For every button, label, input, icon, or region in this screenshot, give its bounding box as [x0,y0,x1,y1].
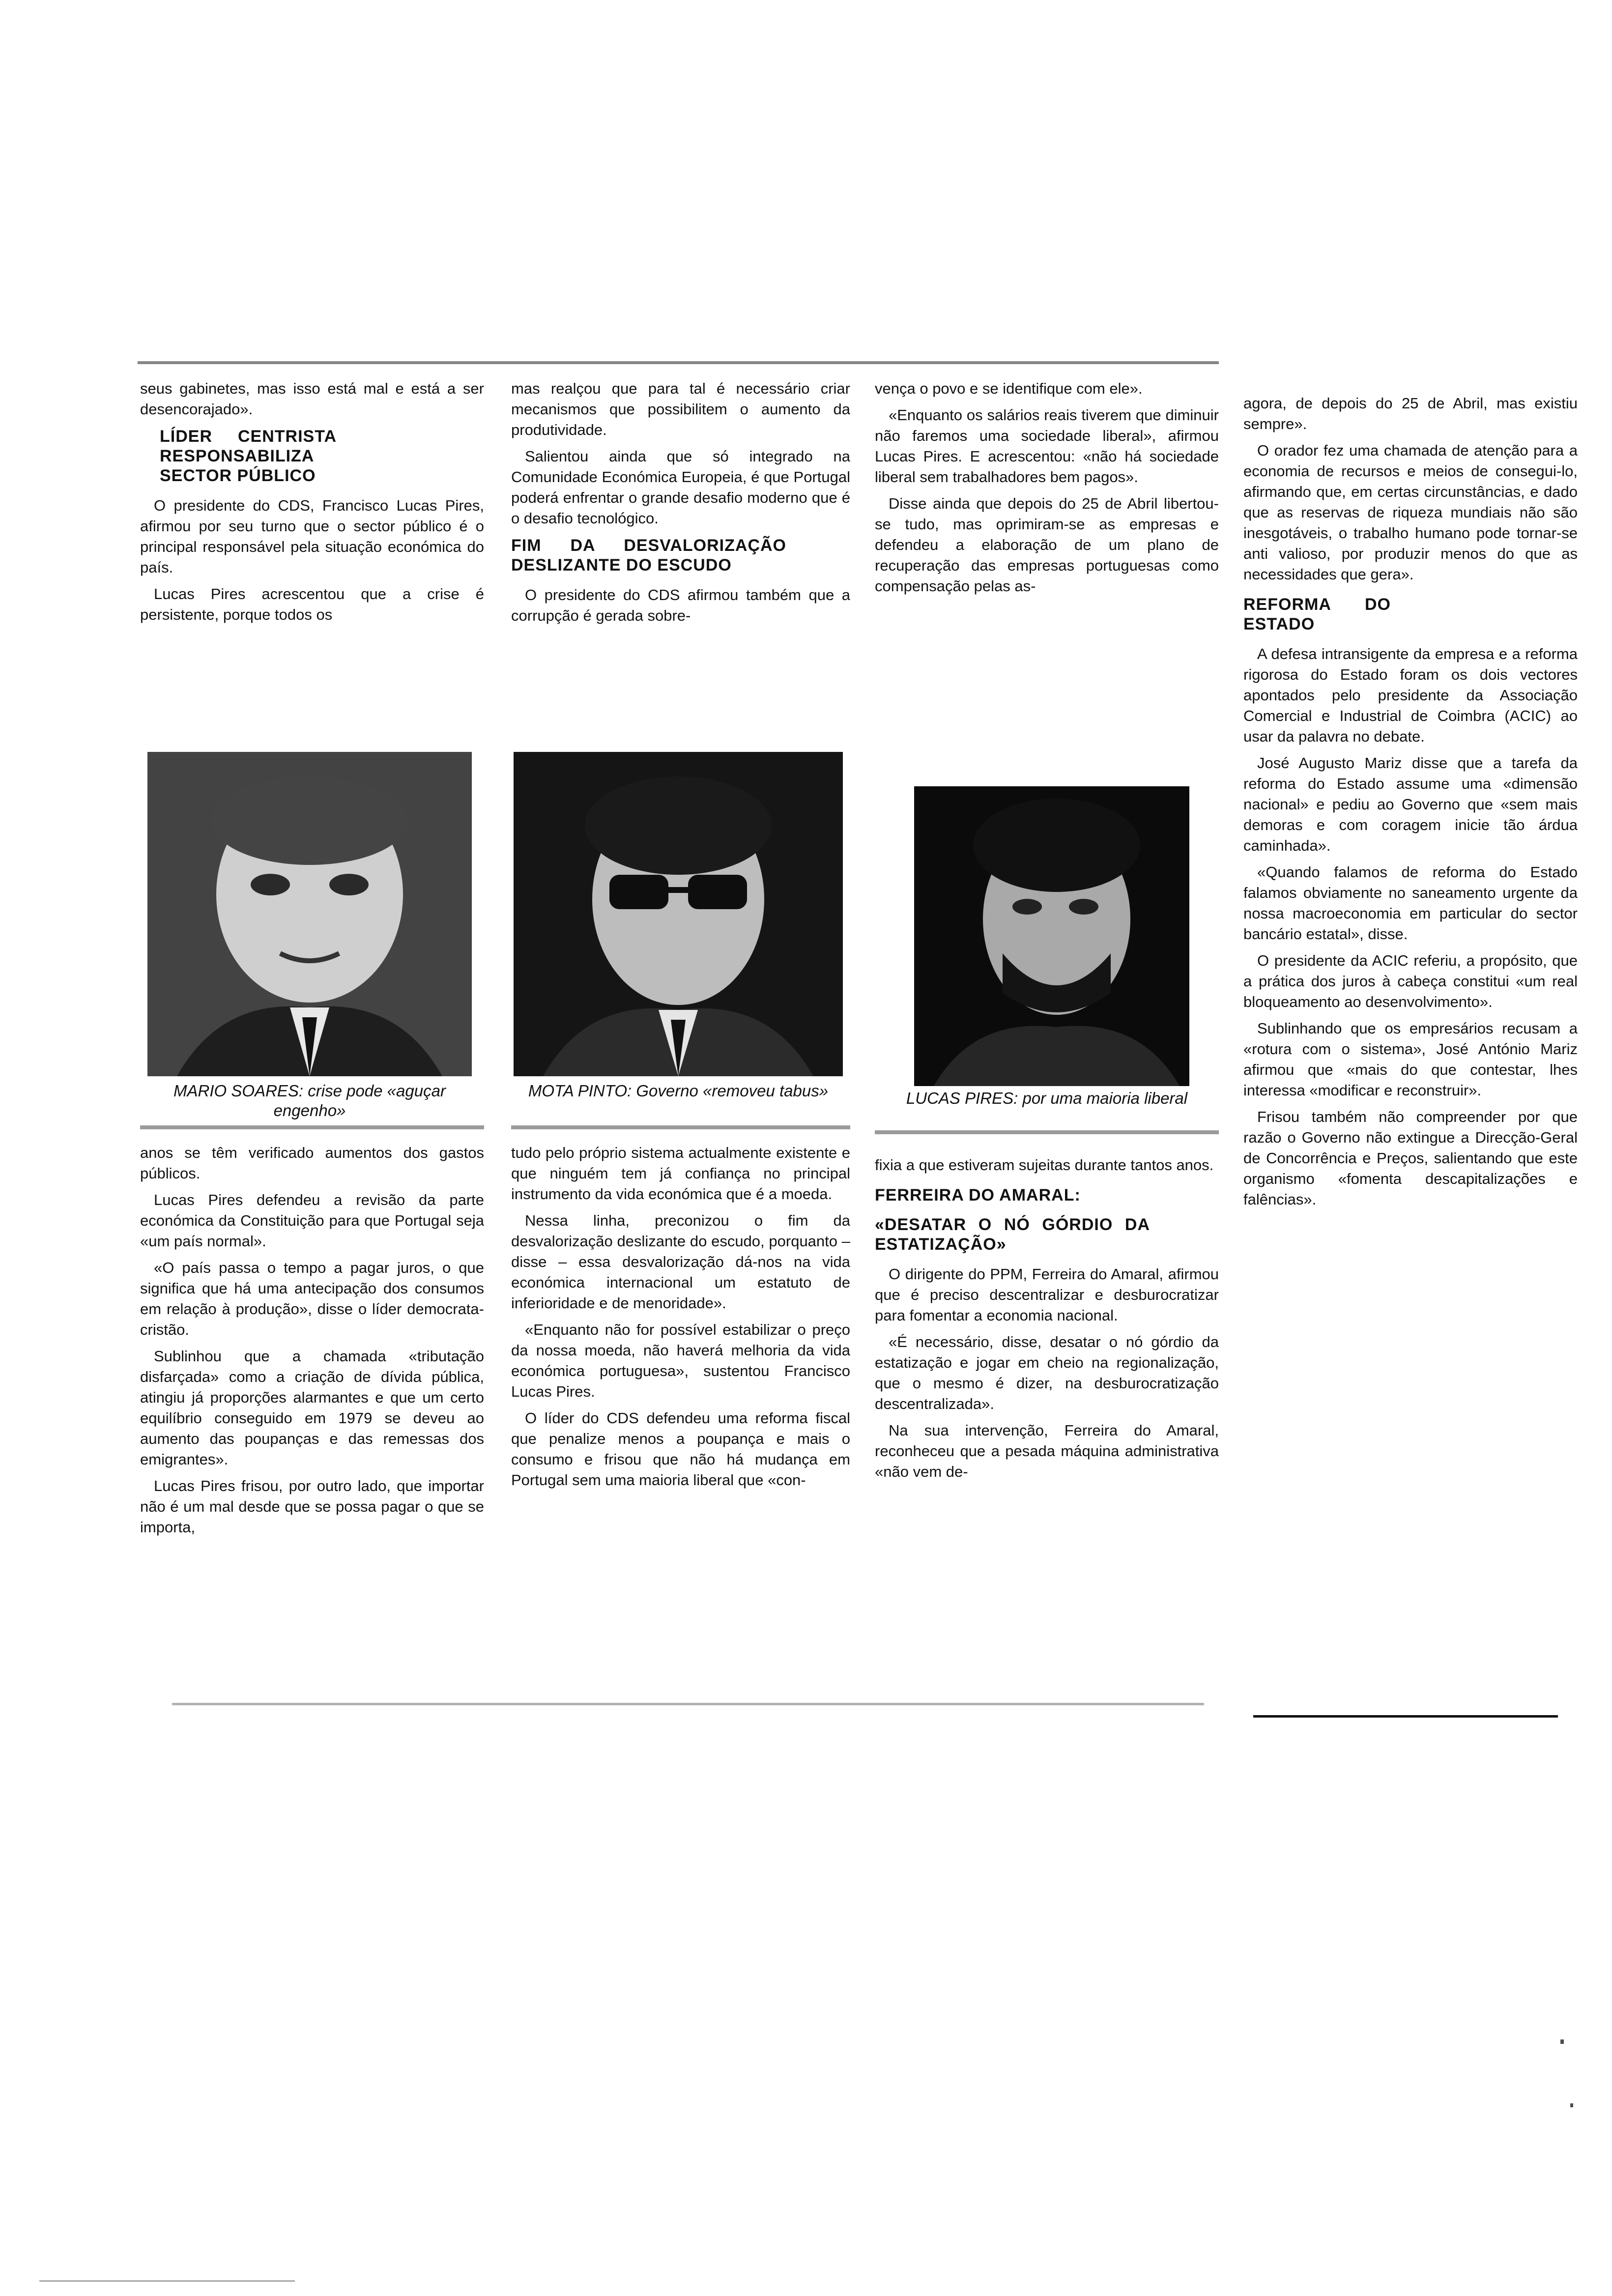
caption-pinto: MOTA PINTO: Governo «removeu tabus» [528,1082,829,1100]
col3-p7: Na sua intervenção, Ferreira do Amaral, reconheceu que a pesada máquina administrativa «não vem de- [875,1422,1219,1480]
scan-noise-footer [39,2280,295,2282]
col3-p4: fixia a que estiveram sujeitas durante tantos anos. [875,1156,1214,1174]
bottom-rule [1253,1715,1558,1718]
col2-p3: O presidente do CDS afirmou também que a corrupção é gerada sobre- [511,586,850,624]
portrait-pinto-image [514,752,843,1076]
col3-heading2: «DESATAR O NÓ GÓRDIO DA ESTATIZAÇÃO» [875,1215,1150,1254]
col4-p1: agora, de depois do 25 de Abril, mas existiu sempre». [1243,395,1578,432]
col2-heading: FIM DA DESVALORIZAÇÃO DESLIZANTE DO ESCUDO [511,536,786,574]
photo-mota-pinto [514,752,843,1076]
scan-noise-dot-2 [1570,2103,1573,2107]
column-1-top [140,378,484,631]
column-2-top [511,378,850,632]
scan-noise-caption2 [511,1125,850,1129]
col2-p4: tudo pelo próprio sistema actualmente existente e que ninguém tem já confiança no principal instrumento da vida económica que é a moeda. [511,1144,850,1203]
portrait-soares-image [147,752,472,1076]
col1-p4: Lucas Pires defendeu a revisão da parte económica da Constituição para que Portugal seja «um país normal». [140,1191,484,1250]
col3-p1: vença o povo e se identifique com ele». [875,380,1143,397]
col3-p2: «Enquanto os salários reais tiverem que diminuir não faremos uma sociedade liberal», afirmou Lucas Pires. E acrescentou: «não há sociedade liberal sem trabalhadores bem pagos». [875,406,1219,486]
col1-p6: Sublinhou que a chamada «tributação disfarçada» como a criação de dívida pública, atingiu já proporções alarmantes e que um certo equilíbrio conseguido em 1979 se deveu ao aumento das poupanças e das remessas dos emigrantes». [140,1348,484,1468]
col4-p4: José Augusto Mariz disse que a tarefa da reforma do Estado assume uma «dimensão nacional» e pediu ao Governo que «sem mais demoras e com coragem inicie tão árdua caminhada». [1243,754,1578,854]
column-4 [1243,393,1578,1216]
col4-p6: O presidente da ACIC referiu, a propósito, que a prática dos juros à cabeça constitui «um real bloqueamento ao desenvolvimento». [1243,952,1578,1010]
col1-p7: Lucas Pires frisou, por outro lado, que importar não é um mal desde que se possa pagar o que se importa, [140,1477,484,1536]
col2-p1: mas realçou que para tal é necessário criar mecanismos que possibilitem o aumento da produtividade. [511,380,850,438]
col1-intro: seus gabinetes, mas isso está mal e está a ser desencorajado». [140,380,484,418]
photo-mario-soares [147,752,472,1076]
column-2-bottom [511,1143,850,1496]
col4-p2: O orador fez uma chamada de atenção para a economia de recursos e meios de consegui-lo, afirmando que, em certas circunstâncias, e dado que as reservas de riqueza mundiais não são inesgotáveis, o trabalho humano pode tornar-se anti valioso, por produzir menos do que as necessidades que gera». [1243,442,1578,583]
col1-p5: «O país passa o tempo a pagar juros, o que significa que há uma antecipação dos consumos em relação à produção», disse o líder democrata-cristão. [140,1259,484,1338]
scan-noise-caption3 [875,1130,1219,1134]
col2-p7: O líder do CDS defendeu uma reforma fiscal que penalize menos a poupança e mais o consumo e frisou que não há mudança em Portugal sem uma maioria liberal que «con- [511,1409,850,1489]
col2-p6: «Enquanto não for possível estabilizar o preço da nossa moeda, não haverá melhoria da vida económica portuguesa», sustentou Francisco Lucas Pires. [511,1321,850,1400]
scan-noise-caption1 [140,1125,484,1129]
portrait-pires-image [914,786,1189,1086]
col3-p6: «É necessário, disse, desatar o nó górdio da estatização e jogar em cheio na regionalização, que o mesmo é dizer, na desburocratização descentralizada». [875,1333,1219,1412]
col4-p3: A defesa intransigente da empresa e a reforma rigorosa do Estado foram os dois vectores apontados pelo presidente da Associação Comercial e Industrial de Coimbra (ACIC) ao usar da palavra no debate. [1243,645,1578,745]
column-1-bottom [140,1143,484,1544]
photo-lucas-pires [914,786,1189,1086]
scan-noise-dot-1 [1560,2039,1564,2044]
col1-heading: LÍDER CENTRISTA RESPONSABILIZA SECTOR PÚBLICO [160,427,337,485]
col2-p2: Salientou ainda que só integrado na Comunidade Económica Europeia, é que Portugal poderá enfrentar o grande desafio moderno que é o desafio tecnológico. [511,448,850,527]
column-3-top [875,378,1219,603]
caption-soares: MARIO SOARES: crise pode «aguçar engenho» [173,1082,446,1119]
col4-heading: REFORMA DO ESTADO [1243,595,1391,633]
caption-pires: LUCAS PIRES: por uma maioria liberal [906,1089,1188,1107]
col4-p7: Sublinhando que os empresários recusam a «rotura com o sistema», José António Mariz afirmou que «mais do que contestar, lhes interessa «modificar e reconstruir». [1243,1020,1578,1099]
col3-p3: Disse ainda que depois do 25 de Abril libertou-se tudo, mas oprimiram-se as empresas e defendeu a elaboração de um plano de recuperação das empresas portuguesas como compensação pelas as- [875,495,1219,595]
col4-p5: «Quando falamos de reforma do Estado falamos obviamente no saneamento urgente da nossa macroeconomia em particular do sector bancário estatal», disse. [1243,863,1578,943]
col1-p1: O presidente do CDS, Francisco Lucas Pires, afirmou por seu turno que o sector público é o principal responsável pela situação económica do país. [140,497,484,576]
col1-p2: Lucas Pires acrescentou que a crise é persistente, porque todos os [140,585,484,623]
col3-heading1: FERREIRA DO AMARAL: [875,1186,1081,1205]
col1-p3: anos se têm verificado aumentos dos gastos públicos. [140,1144,484,1182]
scan-noise-bottom [172,1703,1204,1705]
column-3-bottom [875,1155,1219,1488]
col2-p5: Nessa linha, preconizou o fim da desvalorização deslizante do escudo, porquanto – disse – essa desvalorização dá-nos na vida económica internacional um estatuto de inferioridade e de menoridade». [511,1212,850,1312]
scan-noise-top [138,361,1219,364]
col4-p8: Frisou também não compreender por que razão o Governo não extingue a Direcção-Geral de Concorrência e Preços, salientando que este organismo «fomenta descapitalizações e falências». [1243,1108,1578,1208]
col3-p5: O dirigente do PPM, Ferreira do Amaral, afirmou que é preciso descentralizar e desburocratizar para fomentar a economia nacional. [875,1265,1219,1324]
